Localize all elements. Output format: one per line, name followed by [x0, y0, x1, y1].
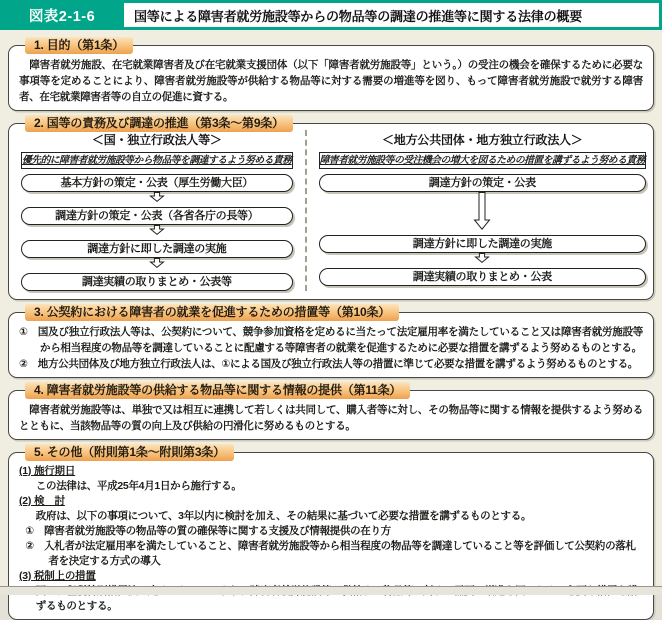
flow-step-box: 調達方針に即した調達の実施	[21, 240, 293, 258]
local-column-header: ＜地方公共団体・地方独立行政法人＞	[382, 133, 583, 147]
down-arrow-icon	[149, 258, 165, 268]
section-purpose-label: 1. 目的（第1条）	[25, 37, 133, 54]
long-down-arrow-icon	[473, 192, 491, 230]
flow-step-box: 調達方針の策定・公表	[319, 174, 646, 192]
subsection-heading: (1) 施行期日	[19, 465, 76, 477]
flow-step-box: 調達方針の策定・公表（各省各庁の長等）	[21, 207, 293, 225]
down-arrow-icon	[149, 225, 165, 235]
numbered-item: ① 障害者就労施設等の物品等の質の確保等に関する支援及び情報提供の在り方	[25, 525, 391, 537]
subsection-heading: (2) 検 討	[19, 495, 65, 507]
down-arrow-icon	[474, 253, 490, 263]
numbered-item: ① 国及び独立行政法人等は、公契約について、競争参加資格を定めるに当たって法定雇用率を満たしていること又は障害者就労施設等から相当程度の物品等を調達していることに配慮する等障害者の就業を促進するために必要な措置を講ずるよう努めるものとする。	[19, 326, 643, 354]
down-arrow-icon	[149, 192, 165, 202]
section-purpose	[8, 38, 654, 111]
local-government-column	[307, 130, 658, 291]
section-information-provision-label: 4. 障害者就労施設等の供給する物品等に関する情報の提供（第11条）	[25, 382, 410, 399]
flow-step-box: 基本方針の策定・公表（厚生労働大臣）	[21, 174, 293, 192]
subsection-heading: (3) 税制上の措置	[19, 570, 96, 582]
figure-number-badge: 図表2-1-6	[28, 8, 96, 25]
flow-step-box: 調達実績の取りまとめ・公表	[319, 268, 646, 286]
flow-step-box: 調達方針に即した調達の実施	[319, 235, 646, 253]
section-procurement-flow-label: 2. 国等の責務及び調達の推進（第3条～第9条）	[25, 115, 293, 132]
local-duty-box: 障害者就労施設等の受注機会の増大を図るための措置を講ずるよう努める責務	[319, 152, 646, 169]
flow-columns	[9, 130, 653, 291]
national-government-column	[9, 130, 307, 291]
section-information-provision-body: 障害者就労施設等は、単独で又は相互に連携して若しくは共同して、購入者等に対し、その物品等に関する情報を提供するよう努めるとともに、当該物品等の質の向上及び供給の円滑化に努めるものとする。	[19, 404, 643, 432]
section-public-contracts	[8, 305, 654, 378]
section-information-provision	[8, 383, 654, 440]
figure-header	[0, 0, 662, 30]
national-duty-box: 優先的に障害者就労施設等から物品等を調達するよう努める責務	[21, 152, 293, 169]
subsection-effective-date	[19, 464, 643, 494]
page-edge-strip	[0, 586, 662, 595]
subsection-body: ずるものとする。	[35, 600, 118, 612]
flow-step-box: 調達実績の取りまとめ・公表等	[21, 273, 293, 291]
section-procurement-flow	[8, 116, 654, 300]
numbered-item: ② 地方公共団体及び地方独立行政法人は、①による国及び独立行政法人等の措置に準じて必要な措置を講ずるよう努めるものとする。	[19, 358, 638, 370]
section-purpose-body: 障害者就労施設、在宅就業障害者及び在宅就業支援団体（以下「障害者就労施設等」という。）の受注の機会を確保するために必要な事項等を定めることにより、障害者就労施設等が供給する物品等に対する需要の増進等を図り、もって障害者就労施設で就労する障害者、在宅就業障害者等の自立の促進に資する。	[19, 59, 643, 103]
subsection-review	[19, 494, 643, 569]
subsection-body: この法律は、平成25年4月1日から施行する。	[35, 480, 242, 492]
subsection-body: 政府は、以下の事項について、3年以内に検討を加え、その結果に基づいて必要な措置を講ずるものとする。	[35, 510, 532, 522]
national-column-header: ＜国・独立行政法人等＞	[91, 133, 222, 147]
numbered-item: ② 入札者が法定雇用率を満たしていること、障害者就労施設等から相当程度の物品等を調達していること等を評価して公契約の落札者を決定する方式の導入	[25, 540, 636, 567]
figure-title: 国等による障害者就労施設等からの物品等の調達の推進等に関する法律の概要	[124, 3, 659, 27]
section-public-contracts-label: 3. 公契約における障害者の就業を促進するための措置等（第10条）	[25, 304, 399, 321]
section-miscellaneous-label: 5. その他（附則第1条～附則第3条）	[25, 444, 234, 461]
